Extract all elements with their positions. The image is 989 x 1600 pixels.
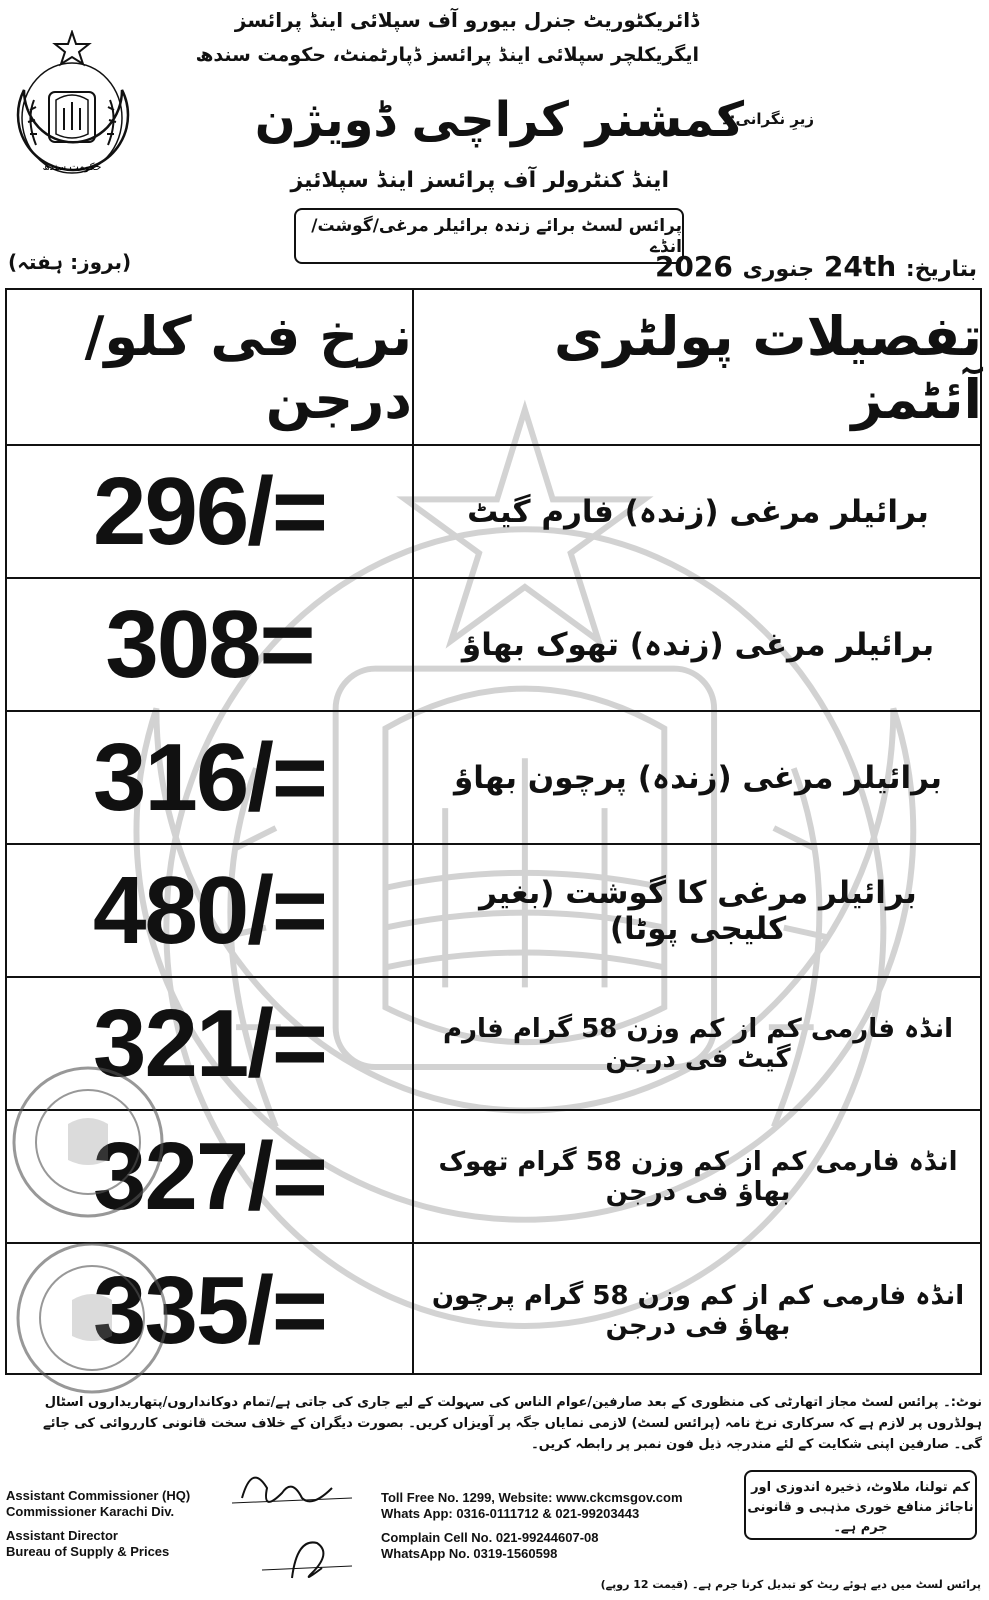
bottom-note: پرائس لسٹ میں دیے ہوئے ریٹ کو تبدیل کرنا جرم ہے۔ (قیمت 12 روپے) [600, 1578, 981, 1591]
official-title-3: Assistant Director [6, 1528, 118, 1543]
table-row [7, 579, 980, 712]
division-title: کمشنر کراچی ڈویژن [254, 92, 744, 148]
toll-free-website: Toll Free No. 1299, Website: www.ckcmsgov.com [381, 1490, 683, 1505]
commissioner-office-stamp [12, 1238, 172, 1398]
item-description: برائیلر مرغی (زندہ) تھوک بھاؤ [461, 626, 935, 663]
official-title-1: Assistant Commissioner (HQ) [6, 1488, 191, 1503]
emblem-text: حکومت سندھ [42, 162, 102, 173]
price-value: 335/= [93, 1256, 326, 1364]
price-value: 480/= [93, 856, 326, 964]
price-value: 321/= [93, 989, 326, 1097]
price-value: 296/= [93, 457, 326, 565]
header-rate: نرخ فی کلو/ درجن [84, 305, 412, 431]
column-divider [412, 290, 414, 1373]
department-title: ایگریکلچر سپلائی اینڈ پرائسز ڈپارٹمنٹ، حکومت سندھ [195, 44, 699, 66]
table-header [7, 290, 980, 446]
price-value: 308= [105, 590, 314, 698]
footer-officials [6, 1488, 190, 1560]
official-title-2: Commissioner Karachi Div. [6, 1504, 175, 1519]
whatsapp-numbers: Whats App: 0316-0111712 & 021-99203443 [381, 1506, 640, 1521]
item-description: انڈہ فارمی کم از کم وزن 58 گرام فارم گیٹ فی درجن [443, 1013, 953, 1074]
warning-box: کم تولنا، ملاوٹ، ذخیرہ اندوزی اور ناجائز منافع خوری مذہبی و قانونی جرم ہے۔ [744, 1470, 977, 1540]
sindh-government-emblem [4, 30, 139, 180]
date-month: جنوری [742, 257, 815, 282]
date-label: بتاریخ: [905, 257, 977, 282]
price-value: 327/= [93, 1122, 326, 1230]
item-description: برائیلر مرغی (زندہ) فارم گیٹ [467, 493, 929, 530]
date-year: 2026 [654, 250, 733, 283]
item-description: برائیلر مرغی (زندہ) پرچون بھاؤ [453, 759, 943, 796]
table-row [7, 446, 980, 579]
whatsapp-complaint: WhatsApp No. 0319-1560598 [381, 1546, 558, 1561]
item-description: انڈہ فارمی کم از کم وزن 58 گرام پرچون بھاؤ فی درجن [431, 1280, 965, 1341]
complain-cell: Complain Cell No. 021-99244607-08 [381, 1530, 599, 1545]
controller-title: اینڈ کنٹرولر آف پرائسز اینڈ سپلائیز [290, 168, 669, 193]
price-list-title: پرائس لسٹ برائے زندہ برائیلر مرغی/گوشت/انڈے [294, 208, 684, 264]
date-line [655, 250, 977, 283]
notice-text: نوٹ:۔ پرائس لسٹ مجاز اتھارٹی کی منظوری کے بعد صارفین/عوام الناس کی سہولت کے لیے جاری کی جاتی ہے/تمام دوکانداروں/پتھاریداروں اسٹال ہولڈروں پر لازم ہے کہ سرکاری نرخ نامہ (پرائس لسٹ) لازمی نمایاں جگہ پر آویزاں کریں۔ بصورت دیگران کے خلاف سخت قانونی کارروائی کی جائے گی۔ صارفین اپنی شکایت کے لئے مندرجہ ذیل فون نمبر پر رابطہ کریں۔ [42, 1395, 982, 1452]
price-value: 316/= [93, 723, 326, 831]
header-items: تفصیلات پولٹری آئٹمز [554, 305, 982, 431]
official-title-4: Bureau of Supply & Prices [6, 1544, 170, 1559]
directorate-title: ڈائریکٹوریٹ جنرل بیورو آف سپلائی اینڈ پرائسز [234, 8, 699, 32]
directorate-stamp [8, 1062, 168, 1222]
signatures [222, 1458, 362, 1588]
supervision-label: زیرِ نگرانی:۔ [720, 110, 814, 128]
date-day: 24th [823, 250, 897, 283]
weekday: (بروز: ہفتہ) [8, 250, 132, 274]
table-row [7, 712, 980, 845]
item-description: انڈہ فارمی کم از کم وزن 58 گرام تھوک بھاؤ فی درجن [438, 1146, 958, 1207]
table-row [7, 845, 980, 978]
footer-contacts [381, 1490, 683, 1562]
item-description: برائیلر مرغی کا گوشت (بغیر کلیجی پوٹا) [479, 874, 917, 947]
